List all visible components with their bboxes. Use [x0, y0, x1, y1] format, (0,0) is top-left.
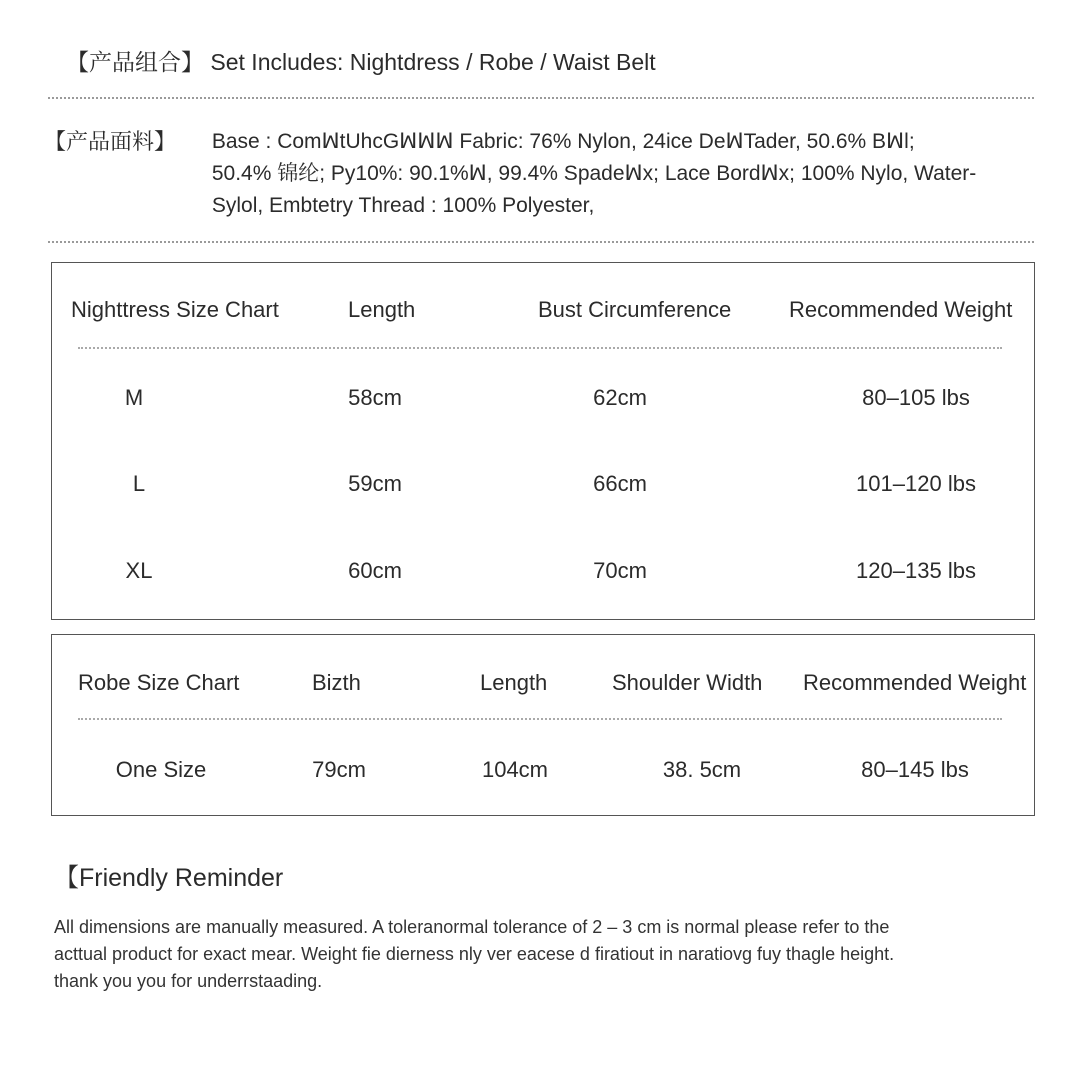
nightdress-row-bust: 62cm: [593, 385, 647, 410]
nightdress-header-length: Length: [348, 297, 416, 322]
set-includes-line: [66, 44, 656, 77]
material-prefix: 【产品面料】: [44, 129, 177, 154]
reminder-title: 【Friendly Reminder: [54, 864, 284, 892]
robe-header-weight: Recommended Weight: [803, 670, 1027, 695]
table-divider: [78, 718, 1002, 720]
set-includes-prefix: 【产品组合】: [66, 49, 204, 75]
table-divider: [78, 347, 1002, 349]
robe-row-weight: 80–145 lbs: [861, 757, 969, 782]
nightdress-row-length: 59cm: [348, 471, 402, 496]
material-text: [212, 126, 1042, 222]
nightdress-row-bust: 70cm: [593, 558, 647, 583]
reminder-line: thank you you for underrstaading.: [54, 971, 323, 991]
nightdress-row-weight: 120–135 lbs: [856, 558, 976, 583]
reminder-text: [54, 914, 1044, 995]
material-line: 50.4% 锦纶; Py10%: 90.1%ꟽ, 99.4% Spadeꟽx; Lace Bordꟽx; 100% Nylo, Water-: [211, 162, 977, 185]
reminder-line: acttual product for exact mear. Weight fie dierness nly ver eacese d firatiout in naratiovg fuy thagle height.: [54, 944, 895, 964]
material-line: Sylol, Embtetry Thread : 100% Polyester,: [211, 194, 595, 217]
nightdress-size-chart: [51, 262, 1035, 620]
material-block: [44, 126, 1042, 222]
nightdress-header-weight: Recommended Weight: [789, 297, 1013, 322]
robe-header-bizth: Bizth: [312, 670, 361, 695]
robe-row-bizth: 79cm: [312, 757, 366, 782]
nightdress-row-length: 60cm: [348, 558, 402, 583]
robe-header-shoulder: Shoulder Width: [612, 670, 763, 695]
nightdress-header-bust: Bust Circumference: [538, 297, 732, 322]
divider: [48, 241, 1034, 243]
robe-size-chart: [51, 634, 1035, 816]
robe-header-title: Robe Size Chart: [78, 670, 240, 695]
divider: [48, 97, 1034, 99]
material-line: Base : ComꟽtUhcGꟽꟽꟽ Fabric: 76% Nylon, 24ice DeꟽTader, 50.6% Bꟽl;: [211, 130, 915, 153]
set-includes-text: Set Includes: Nightdress / Robe / Waist Belt: [210, 49, 656, 75]
nightdress-row-size: M: [124, 385, 144, 410]
robe-header-length: Length: [480, 670, 548, 695]
robe-row-shoulder: 38. 5cm: [662, 757, 742, 782]
nightdress-row-size: L: [132, 471, 146, 496]
nightdress-row-size: XL: [125, 558, 153, 583]
reminder-line: All dimensions are manually measured. A toleranormal tolerance of 2 – 3 cm is normal please refer to the: [54, 917, 890, 937]
robe-row-length: 104cm: [481, 757, 549, 782]
nightdress-row-bust: 66cm: [593, 471, 647, 496]
nightdress-row-length: 58cm: [348, 385, 402, 410]
robe-row-size: One Size: [115, 757, 207, 782]
nightdress-row-weight: 101–120 lbs: [856, 471, 976, 496]
nightdress-header-title: Nighttress Size Chart: [71, 297, 279, 322]
nightdress-row-weight: 80–105 lbs: [862, 385, 970, 410]
